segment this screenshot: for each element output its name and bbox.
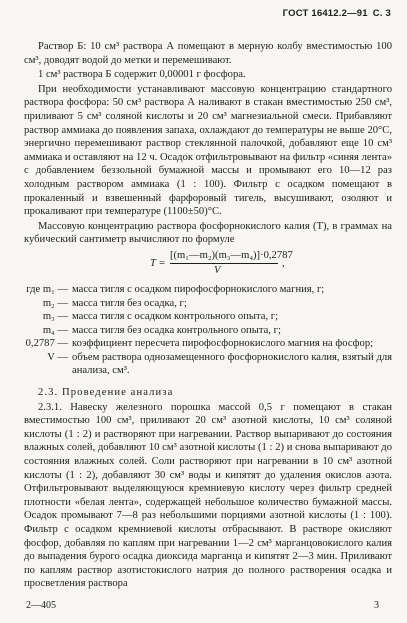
section-title: 2.3. Проведение анализа (38, 387, 174, 399)
paragraph: Массовую концентрацию раствора фосфорнокислого калия (T), в граммах на кубический сантиметр вычисляют по формуле (24, 220, 392, 246)
page-header (278, 8, 391, 19)
formula-lhs: T = (150, 257, 166, 269)
definition-text: объем раствора однозамещенного фосфорнокислого калия, взятый для анализа, см³. (72, 351, 392, 377)
standard-number: ГОСТ 16412.2—91 (282, 8, 368, 19)
definition-text: масса тигля без осадка, г; (72, 297, 187, 309)
paragraph: Раствор Б: 10 см³ раствора А помещают в мерную колбу вместимостью 100 см³, доводят водой до метки и перемешивают. (24, 41, 392, 66)
definition-symbol: 0,2787 — (25, 338, 68, 350)
page-number: 3 (374, 600, 379, 611)
definition-item (24, 283, 392, 297)
formula-trail: , (282, 257, 285, 269)
definition-symbol: где m₁ — (26, 283, 68, 295)
definition-symbol: V — (47, 351, 68, 363)
formula (24, 249, 392, 279)
page-label: С. 3 (372, 8, 391, 19)
footer-code: 2—405 (26, 600, 56, 611)
definition-item (24, 310, 392, 324)
definition-text: масса тигля с осадком пирофосфорнокислого магния, г; (72, 283, 325, 295)
definitions-list (24, 283, 392, 378)
formula-denominator: V (214, 264, 221, 276)
fraction-bar (170, 263, 278, 264)
paragraph: При необходимости устанавливают массовую концентрацию стандартного раствора фосфора: 50 см³ раствора А наливают в стакан вместимостью 250 см³, приливают 5 см³ соляной кислоты и 20 см³ магнезиальной смеси. Прибавляют раствор аммиака до появления запаха, охлаждают до температуры не выше 20°С, энергично перемешивают раствор стеклянной палочкой, добавляют еще 10 см³ аммиака и оставляют на 12 ч. Осадок отфильтровывают на фильтр «синяя лента» с добавлением беззольной бумажной массы и промывают его 10—12 раз холодным раствором аммиака (1 : 100). Фильтр с осадком помещают в прокаленный и взвешенный фарфоровый тигель, высушивают, озоляют и прокаливают при температуре (1100±50)°С. (24, 83, 392, 218)
definition-text: масса тигля без осадка контрольного опыта, г; (72, 324, 281, 336)
definition-symbol: m₃ — (42, 311, 68, 323)
definition-item (24, 324, 392, 338)
definition-text: масса тигля с осадком контрольного опыта, г; (72, 311, 279, 323)
definition-item (24, 351, 392, 378)
definition-symbol: m₄ — (42, 324, 68, 336)
definition-symbol: m₂ — (42, 297, 68, 309)
definition-item (24, 297, 392, 311)
definition-text: коэффициент пересчета пирофосфорнокислого магния на фосфор; (72, 338, 374, 350)
paragraph: 2.3.1. Навеску железного порошка массой 0,5 г помещают в стакан вместимостью 100 см³, приливают 20 см³ азотной кислоты, 10 см³ соляной кислоты (1 : 2) и растворяют при нагревании. Раствор выпаривают до состояния влажных солей, добавляют 10 см³ азотной кислоты (1 : 2) и снова выпаривают до состояния влажных солей. Соли растворяют при нагревании в 10 см³ азотной кислоты (1 : 2), добавляют 30 см³ воды и кипятят до удаления окислов азота. Отфильтровывают выделяющуюся кремниевую кислоту через фильтр средней плотности «белая лента», содержащей небольшое количество бумажной массы. Осадок промывают 7—8 раз небольшими порциями азотной кислоты (1 : 100). Фильтр с осадком кремниевой кислоты отбрасывают. В растворе окисляют фосфор, добавляя по каплям при нагревании 1—2 см³ марганцовокислого калия до выпадения бурого осадка диоксида марганца и кипятят 2—3 мин. Приливают по каплям раствор азотистокислого натрия до полного растворения осадка и просветления раствора (24, 401, 392, 590)
definition-item (24, 337, 392, 351)
formula-numerator: [(m₁—m₂)(m₃—m₄)]·0,2787 (170, 249, 293, 261)
paragraph: 1 см³ раствора Б содержит 0,00001 г фосфора. (38, 69, 246, 81)
document-body (24, 40, 392, 591)
